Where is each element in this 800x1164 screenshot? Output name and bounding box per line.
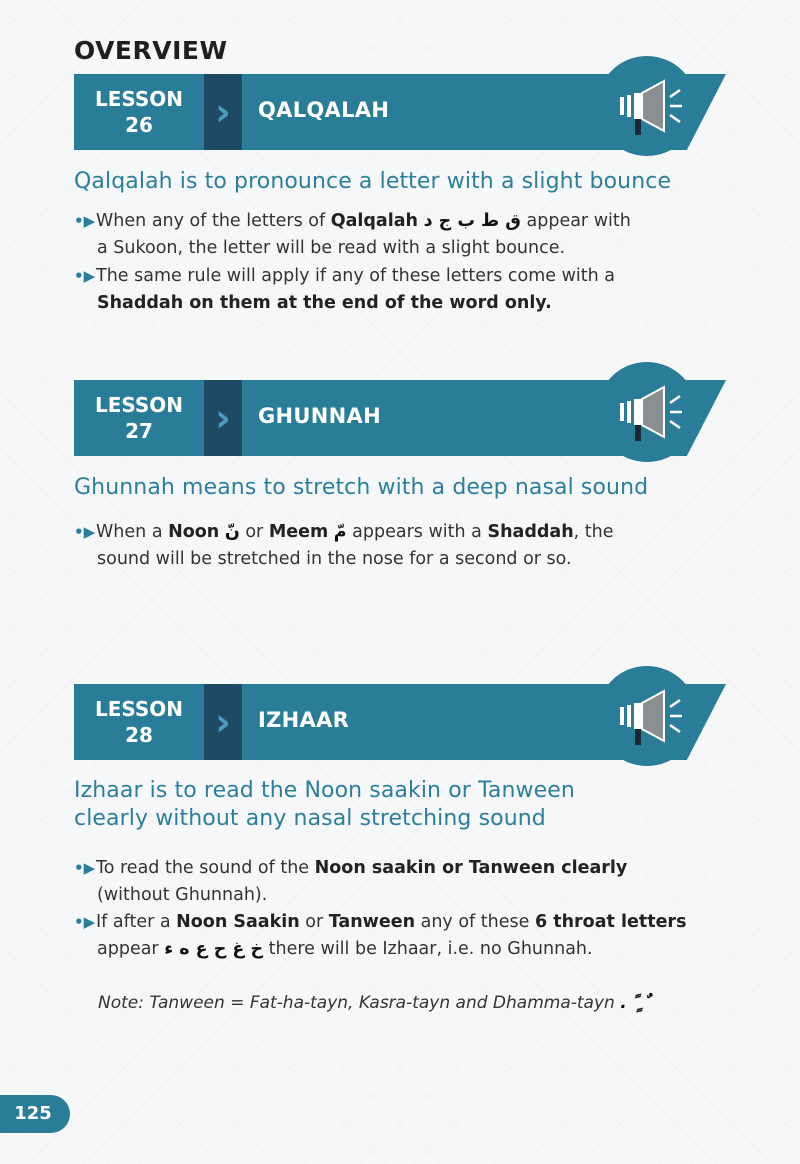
subheading-line: clearly without any nasal stretching sound xyxy=(74,806,546,831)
text: When any of the letters of xyxy=(96,211,331,231)
term: Qalqalah xyxy=(330,211,418,231)
chevron-right-icon: › xyxy=(215,700,231,744)
tanween-marks: ٌ ٍ ً . xyxy=(620,993,643,1013)
bullet-arrow-icon: •▶ xyxy=(74,859,96,877)
arabic-letters: خ غ ح ع ه ء xyxy=(164,939,264,959)
chevron-right-icon: › xyxy=(215,90,231,134)
term: Noon saakin or Tanween clearly xyxy=(314,858,628,878)
lesson-box xyxy=(74,380,204,456)
lesson-topic: QALQALAH xyxy=(258,98,390,122)
term: Noon xyxy=(168,522,220,542)
lesson-box xyxy=(74,684,204,760)
lesson-subheading: Ghunnah means to stretch with a deep nasal sound xyxy=(74,475,649,500)
text: or xyxy=(239,522,269,542)
text: If after a xyxy=(96,912,177,932)
bullet-item xyxy=(74,519,714,573)
megaphone-icon xyxy=(598,57,696,155)
lesson-number: 27 xyxy=(125,419,153,443)
megaphone-icon xyxy=(598,667,696,765)
lesson-number: 28 xyxy=(125,723,153,747)
text: appears with a xyxy=(346,522,488,542)
megaphone-icon xyxy=(598,363,696,461)
lesson-topic: GHUNNAH xyxy=(258,404,381,428)
bullet-item xyxy=(74,208,714,262)
text: To read the sound of the xyxy=(96,858,315,878)
text: or xyxy=(299,912,329,932)
note-body: Note: Tanween = Fat-ha-tayn, Kasra-tayn and Dhamma-tayn xyxy=(98,993,615,1013)
bullet-arrow-icon: •▶ xyxy=(74,212,96,230)
page-number: 125 xyxy=(0,1095,70,1133)
term: Meem xyxy=(268,522,329,542)
lesson-topic: IZHAAR xyxy=(258,708,350,732)
note-text xyxy=(98,993,643,1013)
lesson-subheading: Qalqalah is to pronounce a letter with a slight bounce xyxy=(74,169,672,194)
lesson-label: LESSON xyxy=(94,393,184,417)
lesson-label: LESSON xyxy=(94,87,184,111)
text: appear xyxy=(97,939,165,959)
text: a Sukoon, the letter will be read with a slight bounce. xyxy=(97,238,566,258)
bullet-arrow-icon: •▶ xyxy=(74,267,96,285)
term: Shaddah xyxy=(487,522,574,542)
lesson-banner-26 xyxy=(74,74,734,150)
lesson-box xyxy=(74,74,204,150)
text: The same rule will apply if any of these letters come with a xyxy=(96,266,616,286)
bullet-item xyxy=(74,855,714,909)
text: (without Ghunnah). xyxy=(97,885,268,905)
text: sound will be stretched in the nose for a second or so. xyxy=(97,549,572,569)
page-title: OVERVIEW xyxy=(74,36,228,65)
text: , the xyxy=(573,522,614,542)
term: 6 throat letters xyxy=(534,912,687,932)
lesson-subheading xyxy=(74,777,575,833)
arabic-letter: مّ xyxy=(333,522,347,542)
lesson-banner-27 xyxy=(74,380,734,456)
text: there will be Izhaar, i.e. no Ghunnah. xyxy=(263,939,593,959)
text: When a xyxy=(96,522,169,542)
lesson-label: LESSON xyxy=(94,697,184,721)
text: appear with xyxy=(520,211,631,231)
bullet-item xyxy=(74,263,714,317)
bullet-arrow-icon: •▶ xyxy=(74,913,96,931)
text: any of these xyxy=(415,912,535,932)
term: Tanween xyxy=(328,912,416,932)
lesson-number: 26 xyxy=(125,113,153,137)
bullet-item xyxy=(74,909,714,963)
term: Noon Saakin xyxy=(176,912,300,932)
arabic-letters: ق ط ب ج د xyxy=(423,211,521,231)
chevron-right-icon: › xyxy=(215,396,231,440)
text: Shaddah on them at the end of the word only. xyxy=(97,293,552,313)
subheading-line: Izhaar is to read the Noon saakin or Tanween xyxy=(74,778,575,803)
lesson-banner-28 xyxy=(74,684,734,760)
bullet-arrow-icon: •▶ xyxy=(74,523,96,541)
arabic-letter: نّ xyxy=(224,522,240,542)
